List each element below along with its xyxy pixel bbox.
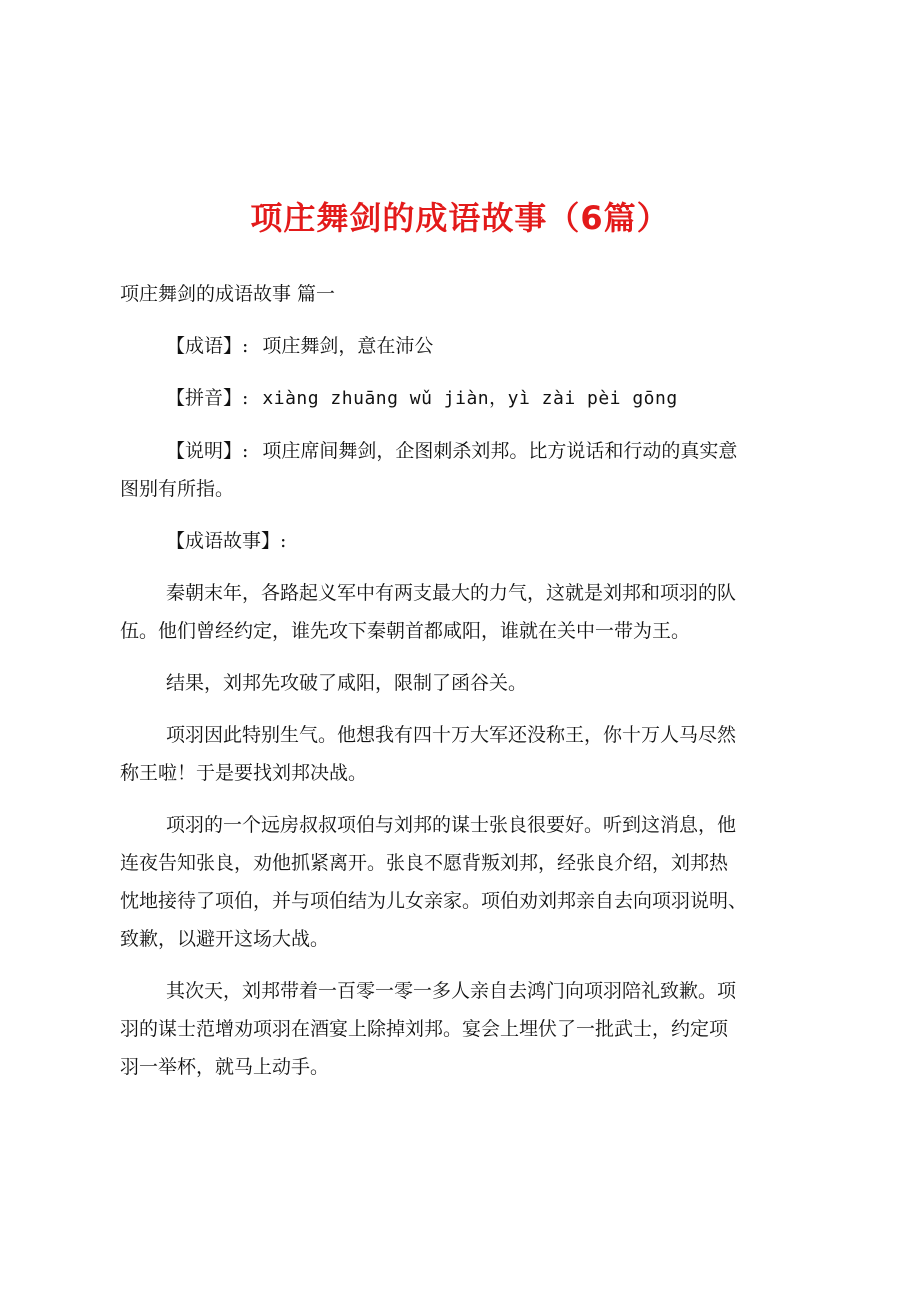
paragraph-line: 忱地接待了项伯，并与项伯结为儿女亲家。项伯劝刘邦亲自去向项羽说明、 [120, 890, 748, 912]
explanation-entry [120, 432, 810, 508]
idiom-label: 【成语】: [166, 335, 249, 357]
paragraph-line: 称王啦！于是要找刘邦决战。 [120, 762, 368, 784]
explain-label: 【说明】: [166, 440, 249, 462]
story-paragraph-4 [120, 806, 810, 958]
idiom-value: 项庄舞剑，意在沛公 [262, 335, 434, 357]
paragraph-line: 羽的谋士范增劝项羽在酒宴上除掉刘邦。宴会上埋伏了一批武士，约定项 [120, 1018, 729, 1040]
idiom-entry [120, 327, 810, 365]
pinyin-value: xiàng zhuāng wǔ jiàn，yì zài pèi gōng [262, 388, 678, 409]
paragraph-line: 致歉，以避开这场大战。 [120, 928, 330, 950]
story-paragraph-2 [120, 664, 810, 702]
paragraph-line: 连夜告知张良，劝他抓紧离开。张良不愿背叛刘邦，经张良介绍，刘邦热 [120, 852, 729, 874]
paragraph-line: 项羽的一个远房叔叔项伯与刘邦的谋士张良很要好。听到这消息，他 [166, 814, 737, 836]
pinyin-label: 【拼音】: [166, 387, 249, 409]
document-title: 项庄舞剑的成语故事（6篇） [250, 199, 670, 237]
story-label: 【成语故事】: [166, 530, 287, 552]
paragraph-line: 伍。他们曾经约定，谁先攻下秦朝首都咸阳，谁就在关中一带为王。 [120, 620, 691, 642]
paragraph-line: 项羽因此特别生气。他想我有四十万大军还没称王，你十万人马尽然 [166, 724, 737, 746]
story-paragraph-3 [120, 716, 810, 792]
document-body [120, 275, 810, 1100]
pinyin-entry [120, 379, 810, 418]
paragraph-line: 羽一举杯，就马上动手。 [120, 1056, 330, 1078]
paragraph-line: 结果，刘邦先攻破了咸阳，限制了函谷关。 [166, 672, 528, 694]
story-paragraph-1 [120, 574, 810, 650]
story-heading [120, 522, 810, 560]
paragraph-line: 秦朝末年，各路起义军中有两支最大的力气，这就是刘邦和项羽的队 [166, 582, 737, 604]
section-heading: 项庄舞剑的成语故事 篇一 [120, 283, 336, 305]
explain-line-2: 图别有所指。 [120, 478, 235, 500]
paragraph-line: 其次天，刘邦带着一百零一零一多人亲自去鸿门向项羽陪礼致歉。项 [166, 980, 737, 1002]
story-paragraph-5 [120, 972, 810, 1086]
explain-line-1: 项庄席间舞剑，企图刺杀刘邦。比方说话和行动的真实意 [262, 440, 738, 462]
